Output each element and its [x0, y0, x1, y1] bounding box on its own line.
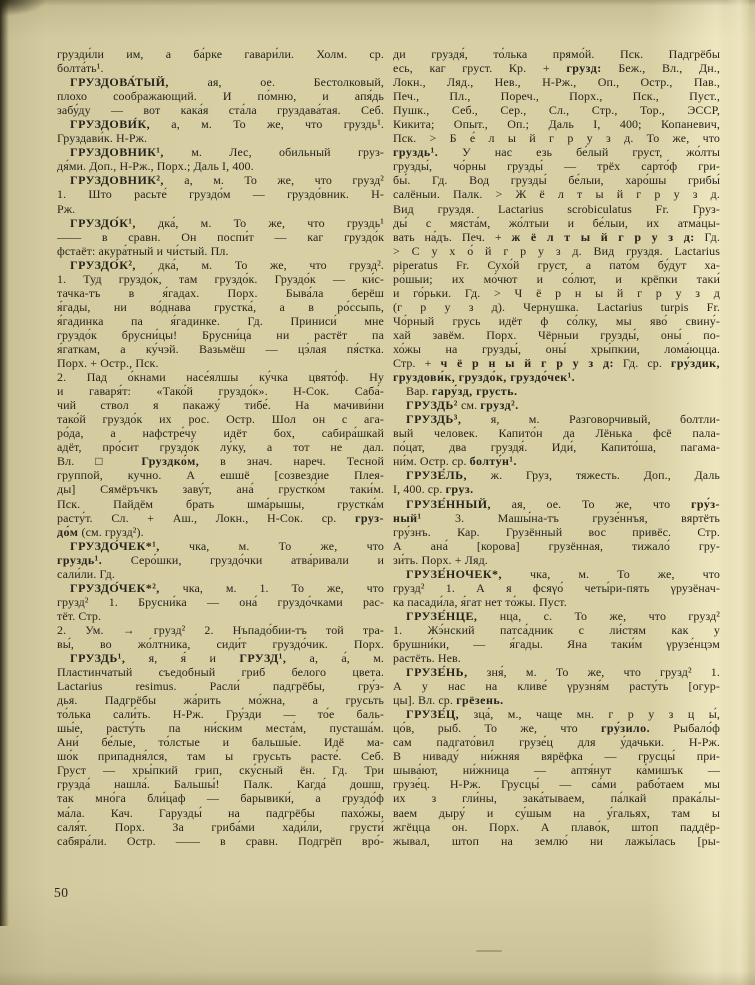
text-line: есь, каг груст. Кр. + грузд: Беж., Вл., Дн., — [393, 61, 720, 76]
text-line: гру́знъ. Кар. Грузённый вос привёс. Стр. — [393, 524, 720, 539]
text-line: ГРУЗЕ́НОЧЕК*, чка, м. То же, что — [406, 566, 720, 581]
scan-shadow-top — [0, 0, 755, 6]
text-line: сам падгато́вил грузе́ц для у́дачьки. Н-Рж. — [393, 735, 720, 750]
text-columns — [57, 47, 720, 848]
text-line: грузд² 1. А я фсяγо́ четы́ри-пять γрузёнач- — [393, 580, 720, 595]
text-line: ма́ла. Кач. Гарузды́ на падгрёбы пахо́жы, — [57, 805, 384, 820]
text-line: Пластинчатый съедобный гриб белого цвета. — [57, 665, 384, 680]
text-line: цо́в, рыб. То же, что гру́зило. Рыбало́ф — [393, 721, 720, 736]
text-line: ка пасади́ла, я́гат нет то́жы. Пуст. — [393, 594, 567, 609]
text-line: ды́ с мяста́м, жо́лтыи и бе́лыи, их атма́цы- — [393, 215, 720, 230]
text-line: ды] Сямёръчкъ заву́т, ана́ грустко́м таки́м. — [57, 482, 384, 497]
text-line: Чо́рный грусь идёт ф со́лку, мы яво́ свину́- — [393, 313, 720, 328]
text-line: > С у х о́ й г р у з д. Вид груздя. Lactarius — [393, 243, 720, 258]
text-line: группой, кучно. А ешшё [созвездие Плея- — [57, 468, 384, 483]
text-line: грузд² 1. Брусни́ка — она́ груздо́чками рас- — [57, 594, 384, 609]
text-line: ГРУЗДО́ЧЕК*², чка, м. 1. То же, что — [70, 580, 384, 595]
text-line: груздови́к, груздо́к, груздо́чек¹. — [393, 370, 576, 385]
text-line: растёть. Нев. — [393, 651, 461, 666]
text-line: жгёцца он. Порх. А плаво́к, штоп паддёр- — [393, 819, 720, 834]
text-line: грузе́ц. Н-Рж. Грусцы́ — са́ми рабо́таем мы — [393, 777, 720, 792]
scan-shadow-left — [0, 0, 9, 926]
text-line: Ани́ бе́лые, то́лстые и бальшы́е. Идё ма- — [57, 735, 384, 750]
text-line: Печ., Пл., Пореч., Порх., Пск., Пуст., — [393, 89, 720, 104]
text-line: ГРУЗДОВА́ТЫЙ, ая, ое. Бестолковый, — [70, 75, 384, 90]
text-line: ГРУЗЕ́ЛЬ, ж. Груз, тяжесть. Доп., Даль — [406, 468, 720, 483]
text-line: грузды́, чо́рны грузды́ — трёх сарто́ф гри- — [393, 159, 720, 174]
text-line: 1. Што расьте́ груздо́м — груздо́вник. Н- — [57, 187, 384, 202]
text-line: и го́рьки. Гд. > Ч ё р н ы й г р у з д — [393, 285, 720, 300]
text-line: ГРУЗЕ́Ц, зца́, м., чаще мн. г р у з ц ы́, — [406, 707, 720, 722]
text-line: Груст — хры́пкий грип, ску́сный ён. Гд. Три — [57, 763, 384, 778]
column-right — [393, 47, 720, 848]
text-line: Вл. □ Груздко́м, в знач. нареч. Тесной — [57, 454, 384, 469]
text-line: тёт. Стр. — [57, 608, 102, 623]
text-line: брушни́ки, — я́гады. Яна таки́м γрузе́нцэм — [393, 636, 720, 651]
text-line: сабяра́ли. Остр. —— в сравн. Подгрёп вро́- — [57, 833, 384, 848]
text-line: грузда́ нашла́. Бальшы́! Палк. Кагда́ дошш, — [57, 777, 384, 792]
text-line: ГРУЗЕ́НЬ, зня́, м. То же, что грузд² 1. — [406, 665, 720, 680]
text-line: дья. Падгрёбы жа́рить мо́жна, а грусьть — [57, 693, 384, 708]
text-line: по́цат, два груздя́. Иди́, Капито́ша, пагама- — [393, 440, 720, 455]
text-line: ГРУЗДОВНИК¹, м. Лес, обильный груз- — [70, 145, 384, 160]
text-line: хай завём. Порх. Чёрныи грузды́, оны́ по- — [393, 327, 720, 342]
text-line: до́м (см. грузд²). — [57, 524, 144, 539]
text-line: груздо́к брусни́цы! Брусни́ца ни растёт па — [57, 327, 384, 342]
text-line: я́гады, ни во́днава грустка́, а в ро́ссыпь, — [57, 299, 384, 314]
text-line: шо́к припадня́лся, там ы грусьть расте́. Себ. — [57, 749, 384, 764]
text-line: Lactarius resimus. Расли́ падгрёбы, гру́з- — [57, 679, 384, 694]
text-line: груздь¹. У нас езь бе́лый груст, жо́лты — [393, 145, 720, 160]
text-line: ГРУЗДОВИ́К, а, м. То же, что груздь¹. — [70, 117, 384, 132]
text-line: ГРУЗЕ́ННЫЙ, ая, ое. То же, что гру́з- — [406, 496, 720, 511]
text-line: саля́т. Порх. За гриба́ми хади́ли, грусти́ — [57, 819, 384, 834]
text-line: шы́е, расту́ть па ни́ским места́м, пусташа́м. — [57, 721, 384, 736]
text-line: ГРУЗДО́К¹, дка́, м. То же, что груздь¹ — [70, 215, 384, 230]
text-line: вы́, во жо́лтника, сиди́т груздо́чик. Порх. — [57, 636, 384, 651]
text-line: грузди́ли им, а ба́рке гавари́ли. Холм. ср. — [57, 47, 384, 61]
text-line: ваем дыру́ и су́шым на у́гальях, там ы — [393, 805, 720, 820]
column-left — [57, 47, 384, 848]
text-line: ро́шыи; их мо́чют и со́лют, и крёпки таки́ — [393, 271, 720, 286]
text-line: болта́ть¹. — [57, 61, 104, 76]
text-line: В ниваду́ ни́жняя вярёфка — грусцы́ при- — [393, 749, 720, 764]
text-line: ГРУЗДЬ¹, я, я́ и ГРУЗД¹, а, а́, м. — [70, 651, 384, 666]
text-line: жывал, штоп на землю́ ни лажы́лась [ры- — [393, 833, 720, 848]
text-line: сали́ли. Гд. — [57, 566, 115, 581]
text-line: ный¹ 3. Машы́на-тъ грузе́ннъя, вяртёть — [393, 510, 720, 525]
text-line: I, 400. ср. груз. — [393, 482, 474, 497]
text-line: ГРУЗДЬ³, я, м. Разговорчивый, болтли- — [406, 412, 720, 427]
text-line: я́гаткам, а ку́чэй. Вазьмёш — цэ́лая пя́стка. — [57, 341, 384, 356]
text-line: бы́. Гд. Вод грузды́ бе́лыи, харо́шы грибы́ — [393, 173, 720, 188]
text-line: Пск. Пайдём брать шма́рышы, грустка́м — [57, 496, 384, 511]
text-line: я́гадинка па я́гадинке. Гд. Приниси́ мне — [57, 313, 384, 328]
text-line: ГРУЗДЬ² см. грузд². — [406, 398, 519, 413]
text-line: ГРУЗДО́ЧЕК*¹, чка, м. То же, что — [70, 538, 384, 553]
scan-highlight-right — [725, 0, 749, 985]
text-line: Вид груздя. Lactarius scrobiculatus Fr. Груз- — [393, 201, 720, 216]
text-line: ГРУЗДО́К², дка́, м. То же, что грузд². — [70, 257, 384, 272]
text-line: Порх. + Остр., Пск. — [57, 356, 159, 371]
text-line: А ана́ [корова] грузённая, тижало́ гру- — [393, 538, 720, 553]
text-line: Пушк., Себ., Сер., Сл., Стр., Тор., ЭССР, — [393, 103, 720, 118]
text-line: забу́ду — вот кака́я ста́ла груздава́тая. Себ. — [57, 103, 384, 118]
text-line: то́лька сали́ть. Н-Рж. Гру́зди — то́е баль- — [57, 707, 384, 722]
text-line: тачка-тъ в я́гадах. Порх. Быва́ла берёш — [57, 285, 384, 300]
text-line: Вар. гару́зд, грусть. — [406, 384, 518, 399]
text-line: ро́да, а нафстре́чу идёт бох, сабира́шкай — [57, 426, 384, 441]
text-line: их з гли́ны, зака́тываем, па́лкай прака́лы- — [393, 791, 720, 806]
page-number: 50 — [54, 885, 69, 900]
text-line: 1. Туд груздо́к, там груздо́к. Груздо́к — ки́с- — [57, 271, 384, 286]
text-line: 2. Ум. → грузд² 2. Нъпадо́бии-тъ той тра- — [57, 622, 384, 637]
text-line: —— в сравн. Он поспи́т — каг груздо́к — [57, 229, 384, 244]
text-line: 1. Жэ́нский патса́дник с ли́стям как у — [393, 622, 720, 637]
text-line: адёт, про́сит груздо́к лу́ку, а тот не дал. — [57, 440, 384, 455]
text-line: и гаваря́т: «Тако́й груздо́к». Н-Сок. Саба́- — [57, 384, 384, 399]
text-line: так мно́га бли́цаф — барывики́, а груздо́ф — [57, 791, 384, 806]
text-line: Стр. + ч ё р н ы й г р у з д: Гд. ср. гру́здик, — [393, 356, 720, 371]
text-line: фстаёт: акура́тный и чи́стый. Пл. — [57, 243, 229, 258]
scan-artifact-dash — [476, 950, 502, 952]
text-line: ГРУЗЕ́НЦЕ, нца, с. То же, что грузд² — [406, 608, 720, 623]
text-line: ди груздя́, то́лька прямо́й. Пск. Падгрёбы — [393, 47, 720, 61]
text-line: чий ствол я пакажу́ тибе́. На мачиви́ни — [57, 398, 384, 413]
text-line: плохо соображающий. И по́мню, и апя́дь — [57, 89, 384, 104]
text-line: 2. Пад о́кнами насе́ялшы ку́чка цвято́ф. Ну — [57, 370, 384, 385]
text-line: шыва́ют, ни́жница — аптя́нут ка́мишък — — [393, 763, 720, 778]
text-line: Локн., Ляд., Нев., Н-Рж., Оп., Остр., Пав., — [393, 75, 720, 90]
text-line: ни́м. Остр. ср. болту́н¹. — [393, 454, 517, 469]
text-line: расту́т. Сл. + Аш., Локн., Н-Сок. ср. груз- — [57, 510, 384, 525]
scan-shadow-bottom — [0, 971, 755, 985]
text-line: хо́жы на грузды́, оны́ хры́пкии, лома́юцца. — [393, 341, 720, 356]
text-line: груздь¹. Серо́шки, груздо́чки атва́ривали и — [57, 552, 384, 567]
text-line: Пск. > Б е́ л ы й г р у з д. То же, что — [393, 131, 720, 146]
text-line: вать на́дъ. Печ. + ж ё л т ы й г р у з д: Гд. — [393, 229, 720, 244]
text-line: (г р у з д). Чернушка. Lactarius turpis Fr. — [393, 299, 720, 314]
text-line: А у нас на кливе́ γрузня́м расту́ть [огур- — [393, 679, 720, 694]
text-line: вый человек. Капито́н да Лёнька фсё пала- — [393, 426, 720, 441]
text-line: Кикита; Опыт., Оп.; Даль I, 400; Копаневич, — [393, 117, 720, 132]
text-line: цы]. Вл. ср. грёзень. — [393, 693, 504, 708]
text-line: Груздави́к. Н-Рж. — [57, 131, 148, 146]
text-line: piperatus Fr. Сухо́й груст, а пато́м бу́дут ха- — [393, 257, 720, 272]
text-line: салёныи. Палк. > Ж ё л т ы й г р у з д. — [393, 187, 720, 202]
text-line: тако́й груздо́к их рос. Остр. Шол он с ага- — [57, 412, 384, 427]
text-line: Рж. — [57, 201, 76, 216]
text-line: ГРУЗДОВНИК², а, м. То же, что грузд² — [70, 173, 384, 188]
text-line: зи́ть. Порх. + Ляд. — [393, 552, 488, 567]
text-line: дя́ми. Доп., Н-Рж., Порх.; Даль I, 400. — [57, 159, 254, 174]
